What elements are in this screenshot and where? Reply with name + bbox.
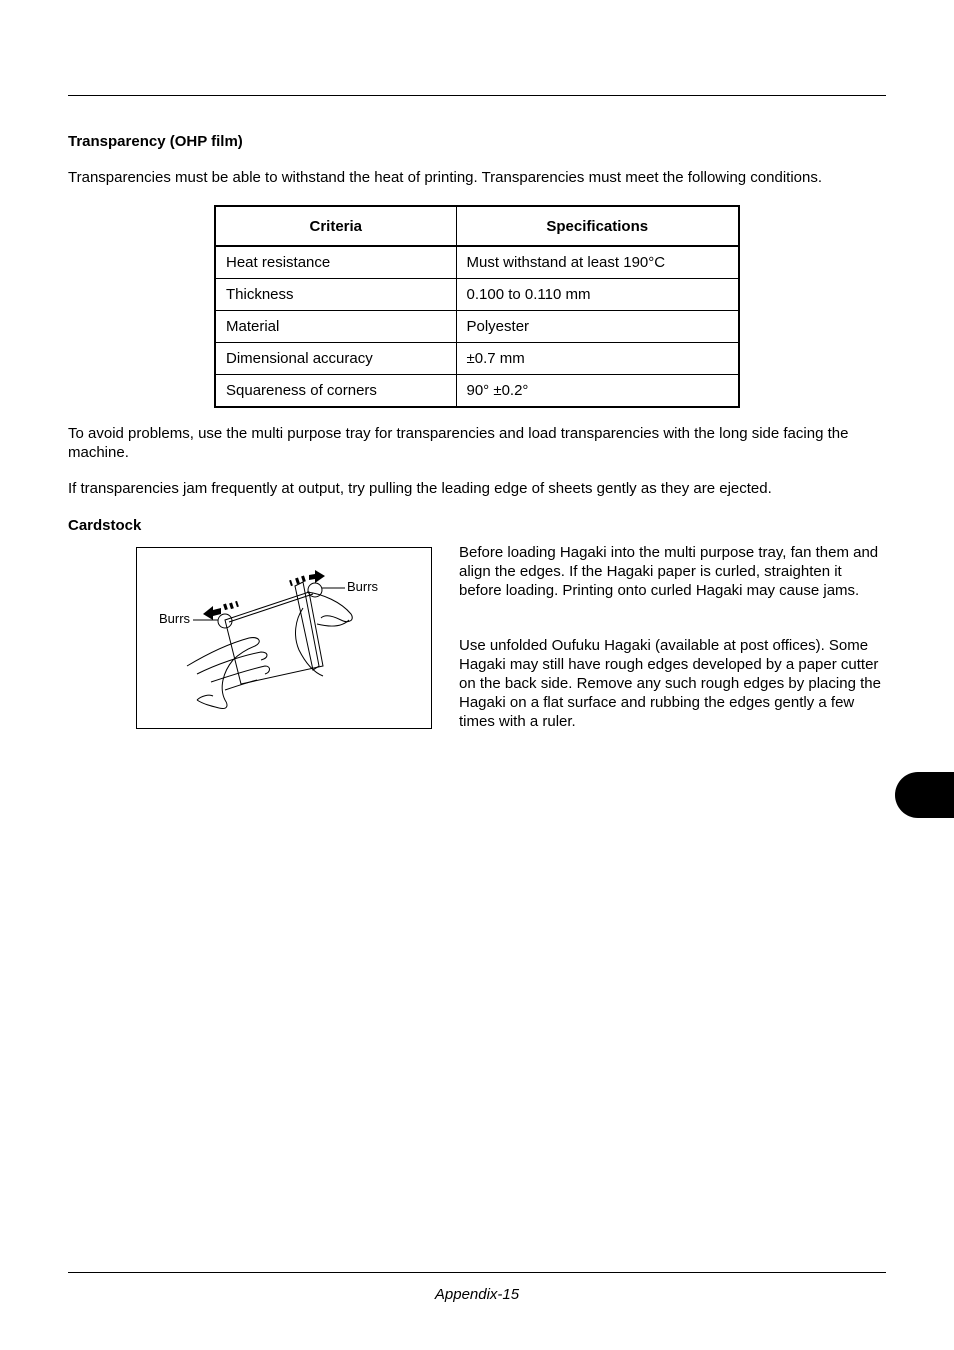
header-rule [68,95,886,96]
criteria-cell: Thickness [215,279,456,311]
fanning-hagaki-illustration [136,547,432,729]
table-row [215,246,739,279]
transparency-note-jam: If transparencies jam frequently at output, try pulling the leading edge of sheets gently as they are ejected. [68,480,772,497]
footer-rule [68,1272,886,1273]
criteria-cell: Dimensional accuracy [215,343,456,375]
transparency-intro: Transparencies must be able to withstand the heat of printing. Transparencies must meet the following conditions. [68,169,823,186]
cardstock-rough-edges-instructions: Use unfolded Oufuku Hagaki (available at post offices). Some Hagaki may still have rough edges developed by a paper cutter on the back side. Remove any such rough edges by placing the Hagaki on a flat surface and rubbing the edges gently a few times with a ruler. [459,637,881,730]
cardstock-heading: Cardstock [68,517,142,534]
chapter-tab-marker [895,772,954,818]
specification-cell: 0.100 to 0.110 mm [456,279,739,311]
criteria-cell: Material [215,311,456,343]
hands-fanning-paper-drawing [137,548,431,728]
cardstock-fan-instructions: Before loading Hagaki into the multi purpose tray, fan them and align the edges. If the Hagaki paper is curled, straighten it before loading. Printing onto curled Hagaki may cause jams. [459,544,879,599]
column-header-criteria: Criteria [215,206,456,246]
transparency-note-tray: To avoid problems, use the multi purpose tray for transparencies and load transparencies with the long side facing the machine. [68,425,849,461]
burrs-label-left: Burrs [159,611,191,626]
table-row [215,343,739,375]
specification-cell: Polyester [456,311,739,343]
table-header-row [215,206,739,246]
specification-cell: ±0.7 mm [456,343,739,375]
transparency-spec-table [214,205,740,408]
specification-cell: 90° ±0.2° [456,375,739,408]
table-row [215,279,739,311]
criteria-cell: Squareness of corners [215,375,456,408]
page-number: Appendix-15 [434,1286,520,1303]
criteria-cell: Heat resistance [215,246,456,279]
transparency-heading: Transparency (OHP film) [68,133,243,150]
table-row [215,311,739,343]
column-header-specifications: Specifications [456,206,739,246]
table-row [215,375,739,408]
burrs-label-right: Burrs [347,579,379,594]
specification-cell: Must withstand at least 190°C [456,246,739,279]
